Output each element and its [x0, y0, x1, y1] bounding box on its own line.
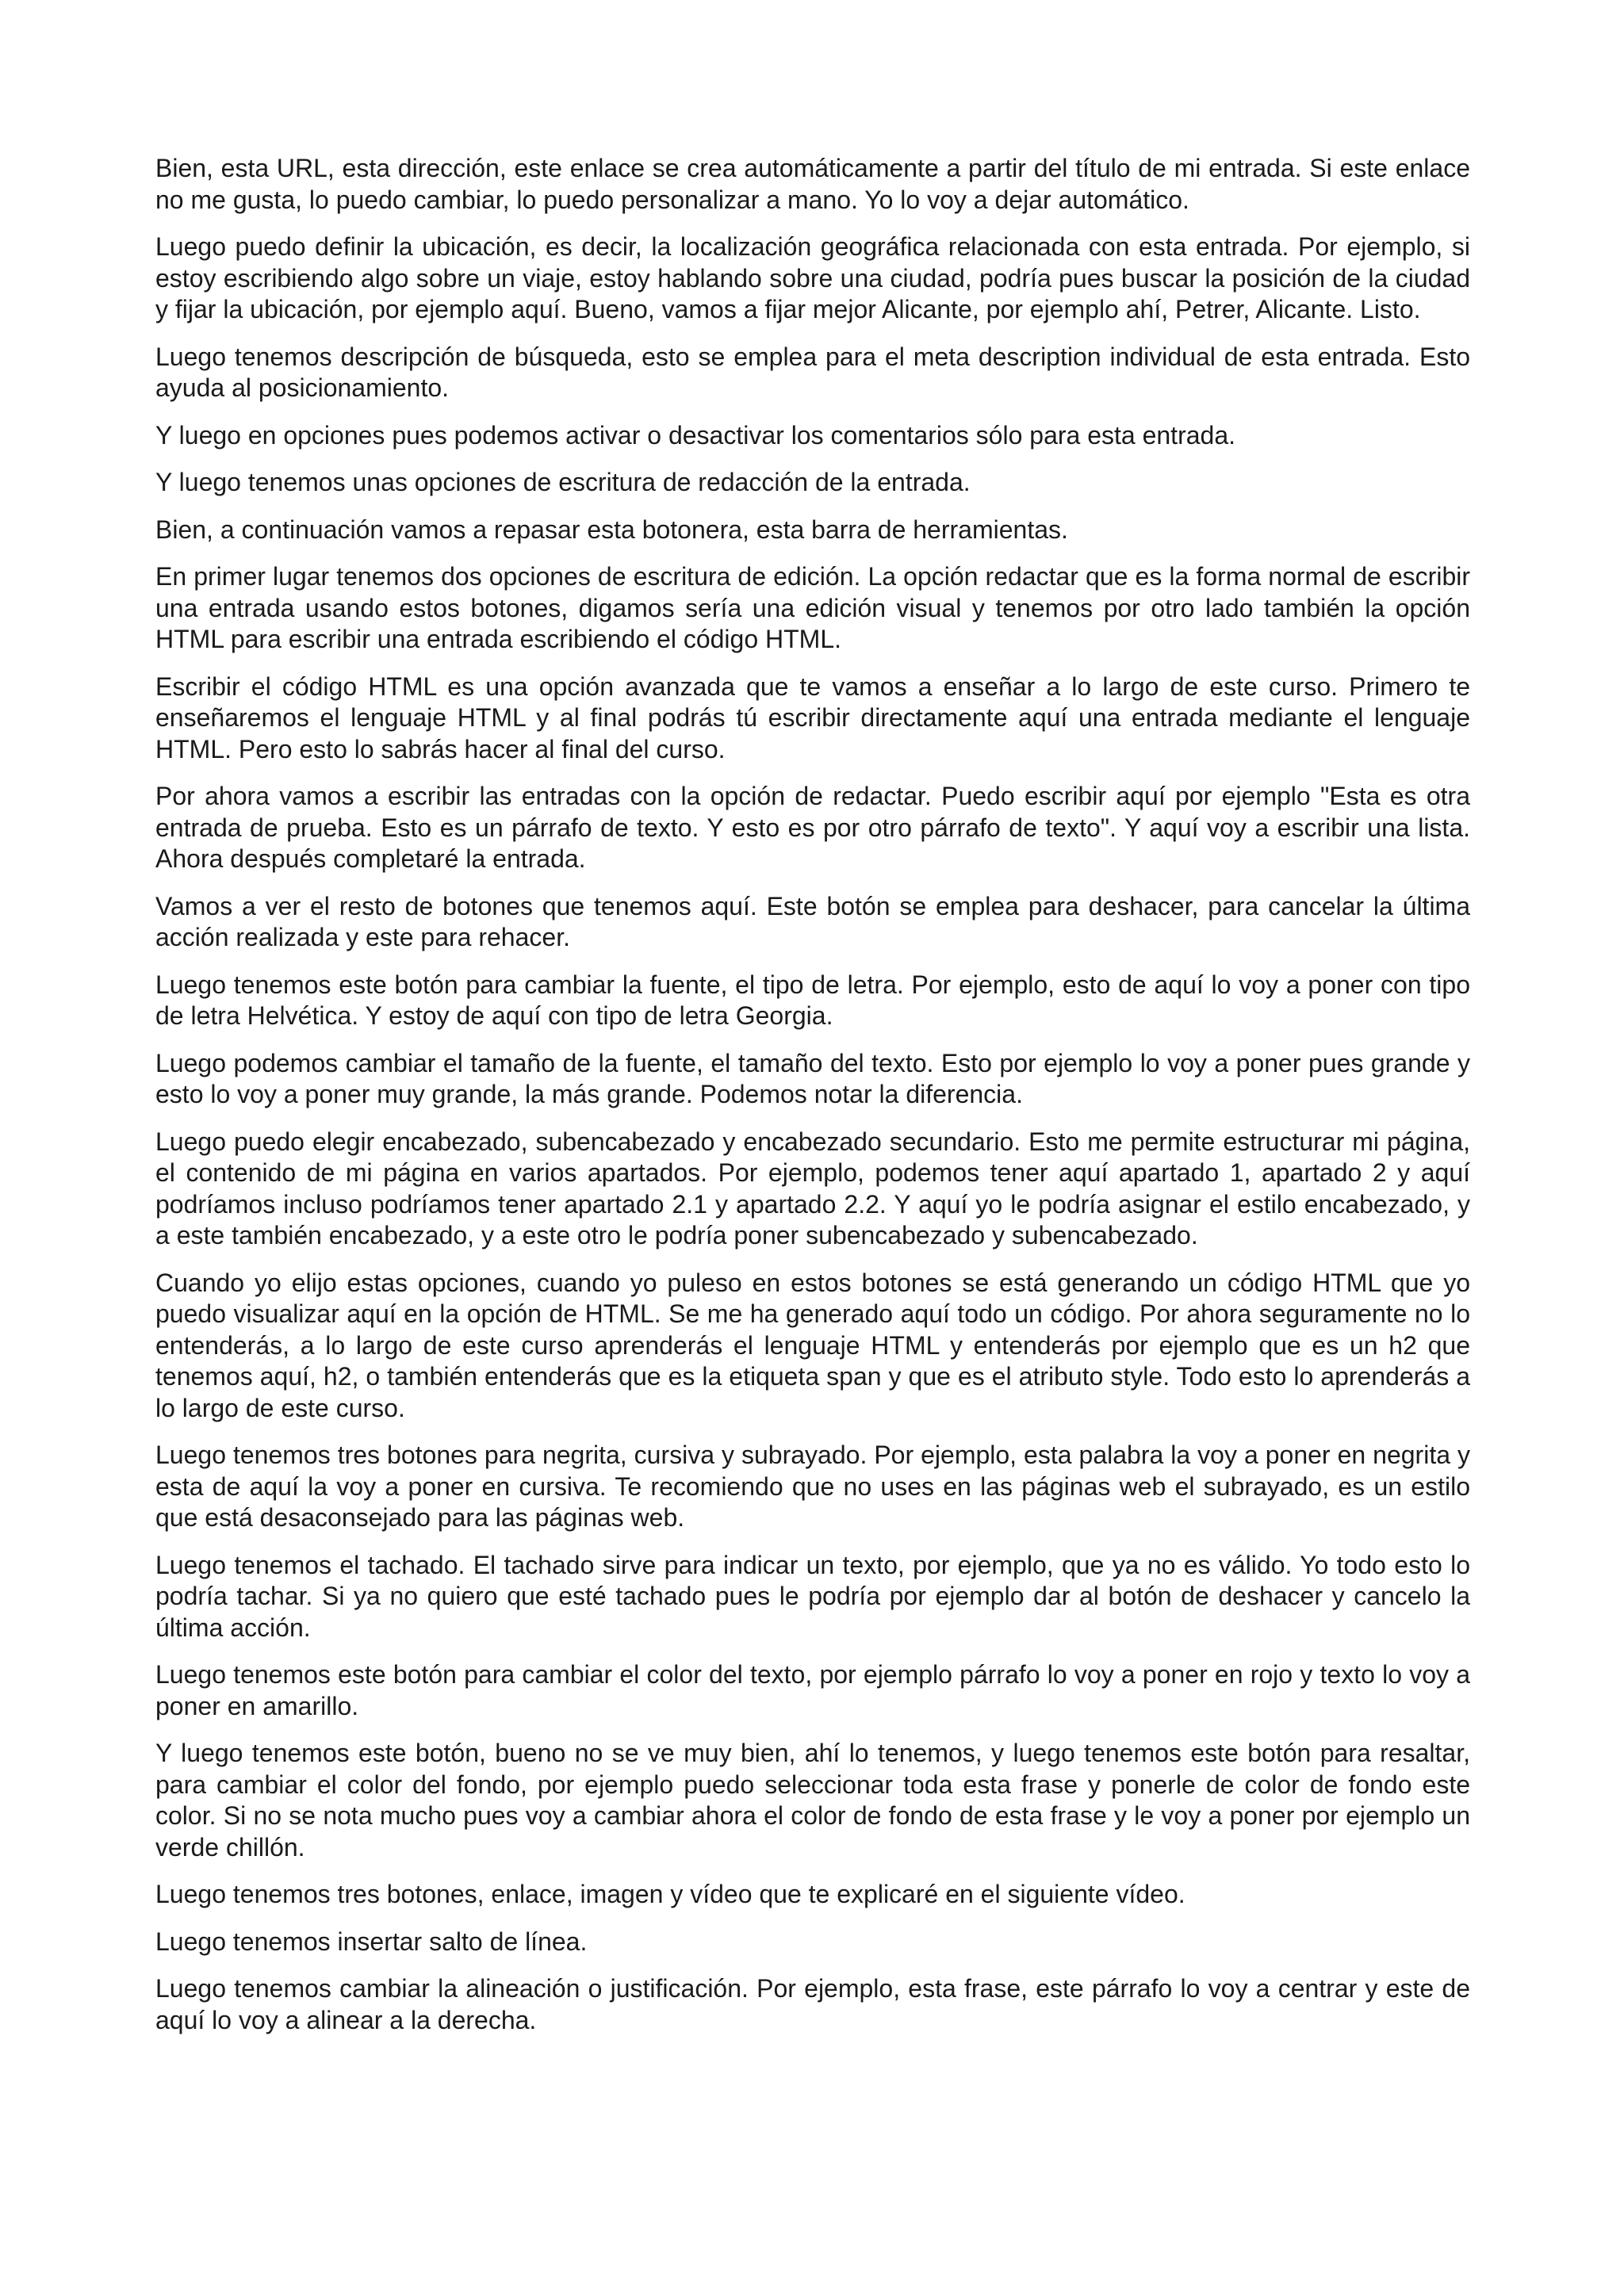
paragraph-2: Luego puedo definir la ubicación, es decir, la localización geográfica relacionada con esta entrada. Por ejemplo, si estoy escribiendo algo sobre un viaje, estoy hablando sobre una ciudad, podría pues buscar la posición de la ciudad y fijar la ubicación, por ejemplo aquí. Bueno, vamos a fijar mejor Alicante, por ejemplo ahí, Petrer, Alicante. Listo. [155, 232, 1470, 323]
paragraph-3: Luego tenemos descripción de búsqueda, esto se emplea para el meta description individual de esta entrada. Esto ayuda al posicionamiento. [155, 342, 1470, 402]
paragraph-14: Cuando yo elijo estas opciones, cuando yo puleso en estos botones se está generando un código HTML que yo puedo visualizar aquí en la opción de HTML. Se me ha generado aquí todo un código. Por ahora seguramente no lo entenderás, a lo largo de este curso aprenderás el lenguaje HTML y entenderás por ejemplo que es un h2 que tenemos aquí, h2, o también entenderás que es la etiqueta span y que es el atributo style. Todo esto lo aprenderás a lo largo de este curso. [155, 1268, 1470, 1422]
document-page [155, 153, 1470, 2052]
paragraph-11: Luego tenemos este botón para cambiar la fuente, el tipo de letra. Por ejemplo, esto de aquí lo voy a poner con tipo de letra Helvética. Y estoy de aquí con tipo de letra Georgia. [155, 970, 1470, 1030]
paragraph-7: En primer lugar tenemos dos opciones de escritura de edición. La opción redactar que es la forma normal de escribir una entrada usando estos botones, digamos sería una edición visual y tenemos por otro lado también la opción HTML para escribir una entrada escribiendo el código HTML. [155, 562, 1470, 653]
paragraph-10: Vamos a ver el resto de botones que tenemos aquí. Este botón se emplea para deshacer, para cancelar la última acción realizada y este para rehacer. [155, 891, 1470, 951]
paragraph-18: Y luego tenemos este botón, bueno no se ve muy bien, ahí lo tenemos, y luego tenemos este botón para resaltar, para cambiar el color del fondo, por ejemplo puedo seleccionar toda esta frase y ponerle de color de fondo este color. Si no se nota mucho pues voy a cambiar ahora el color de fondo de esta frase y le voy a poner por ejemplo un verde chillón. [155, 1739, 1470, 1862]
paragraph-9: Por ahora vamos a escribir las entradas con la opción de redactar. Puedo escribir aquí por ejemplo "Esta es otra entrada de prueba. Esto es un párrafo de texto. Y esto es por otro párrafo de texto". Y aquí voy a escribir una lista. Ahora después completaré la entrada. [155, 782, 1470, 873]
paragraph-20: Luego tenemos insertar salto de línea. [155, 1927, 588, 1956]
paragraph-19: Luego tenemos tres botones, enlace, imagen y vídeo que te explicaré en el siguiente vídeo. [155, 1880, 1185, 1908]
paragraph-12: Luego podemos cambiar el tamaño de la fuente, el tamaño del texto. Esto por ejemplo lo voy a poner pues grande y esto lo voy a poner muy grande, la más grande. Podemos notar la diferencia. [155, 1048, 1470, 1108]
paragraph-16: Luego tenemos el tachado. El tachado sirve para indicar un texto, por ejemplo, que ya no es válido. Yo todo esto lo podría tachar. Si ya no quiero que esté tachado pues le podría por ejemplo dar al botón de deshacer y cancelo la última acción. [155, 1550, 1470, 1642]
paragraph-8: Escribir el código HTML es una opción avanzada que te vamos a enseñar a lo largo de este curso. Primero te enseñaremos el lenguaje HTML y al final podrás tú escribir directamente aquí una entrada mediante el lenguaje HTML. Pero esto lo sabrás hacer al final del curso. [155, 672, 1470, 763]
paragraph-4: Y luego en opciones pues podemos activar o desactivar los comentarios sólo para esta entrada. [155, 420, 1235, 450]
paragraph-1: Bien, esta URL, esta dirección, este enlace se crea automáticamente a partir del título de mi entrada. Si este enlace no me gusta, lo puedo cambiar, lo puedo personalizar a mano. Yo lo voy a dejar automático. [155, 154, 1470, 214]
paragraph-6: Bien, a continuación vamos a repasar esta botonera, esta barra de herramientas. [155, 515, 1068, 544]
paragraph-21: Luego tenemos cambiar la alineación o justificación. Por ejemplo, esta frase, este párrafo lo voy a centrar y este de aquí lo voy a alinear a la derecha. [155, 1974, 1470, 2034]
paragraph-15: Luego tenemos tres botones para negrita, cursiva y subrayado. Por ejemplo, esta palabra la voy a poner en negrita y esta de aquí la voy a poner en cursiva. Te recomiendo que no uses en las páginas web el subrayado, es un estilo que está desaconsejado para las páginas web. [155, 1441, 1470, 1532]
paragraph-17: Luego tenemos este botón para cambiar el color del texto, por ejemplo párrafo lo voy a poner en rojo y texto lo voy a poner en amarillo. [155, 1660, 1470, 1720]
paragraph-13: Luego puedo elegir encabezado, subencabezado y encabezado secundario. Esto me permite estructurar mi página, el contenido de mi página en varios apartados. Por ejemplo, podemos tener aquí apartado 1, apartado 2 y aquí podríamos incluso podríamos tener apartado 2.1 y apartado 2.2. Y aquí yo le podría asignar el estilo encabezado, y a este también encabezado, y a este otro le podría poner subencabezado y subencabezado. [155, 1127, 1470, 1249]
paragraph-5: Y luego tenemos unas opciones de escritura de redacción de la entrada. [155, 468, 971, 496]
